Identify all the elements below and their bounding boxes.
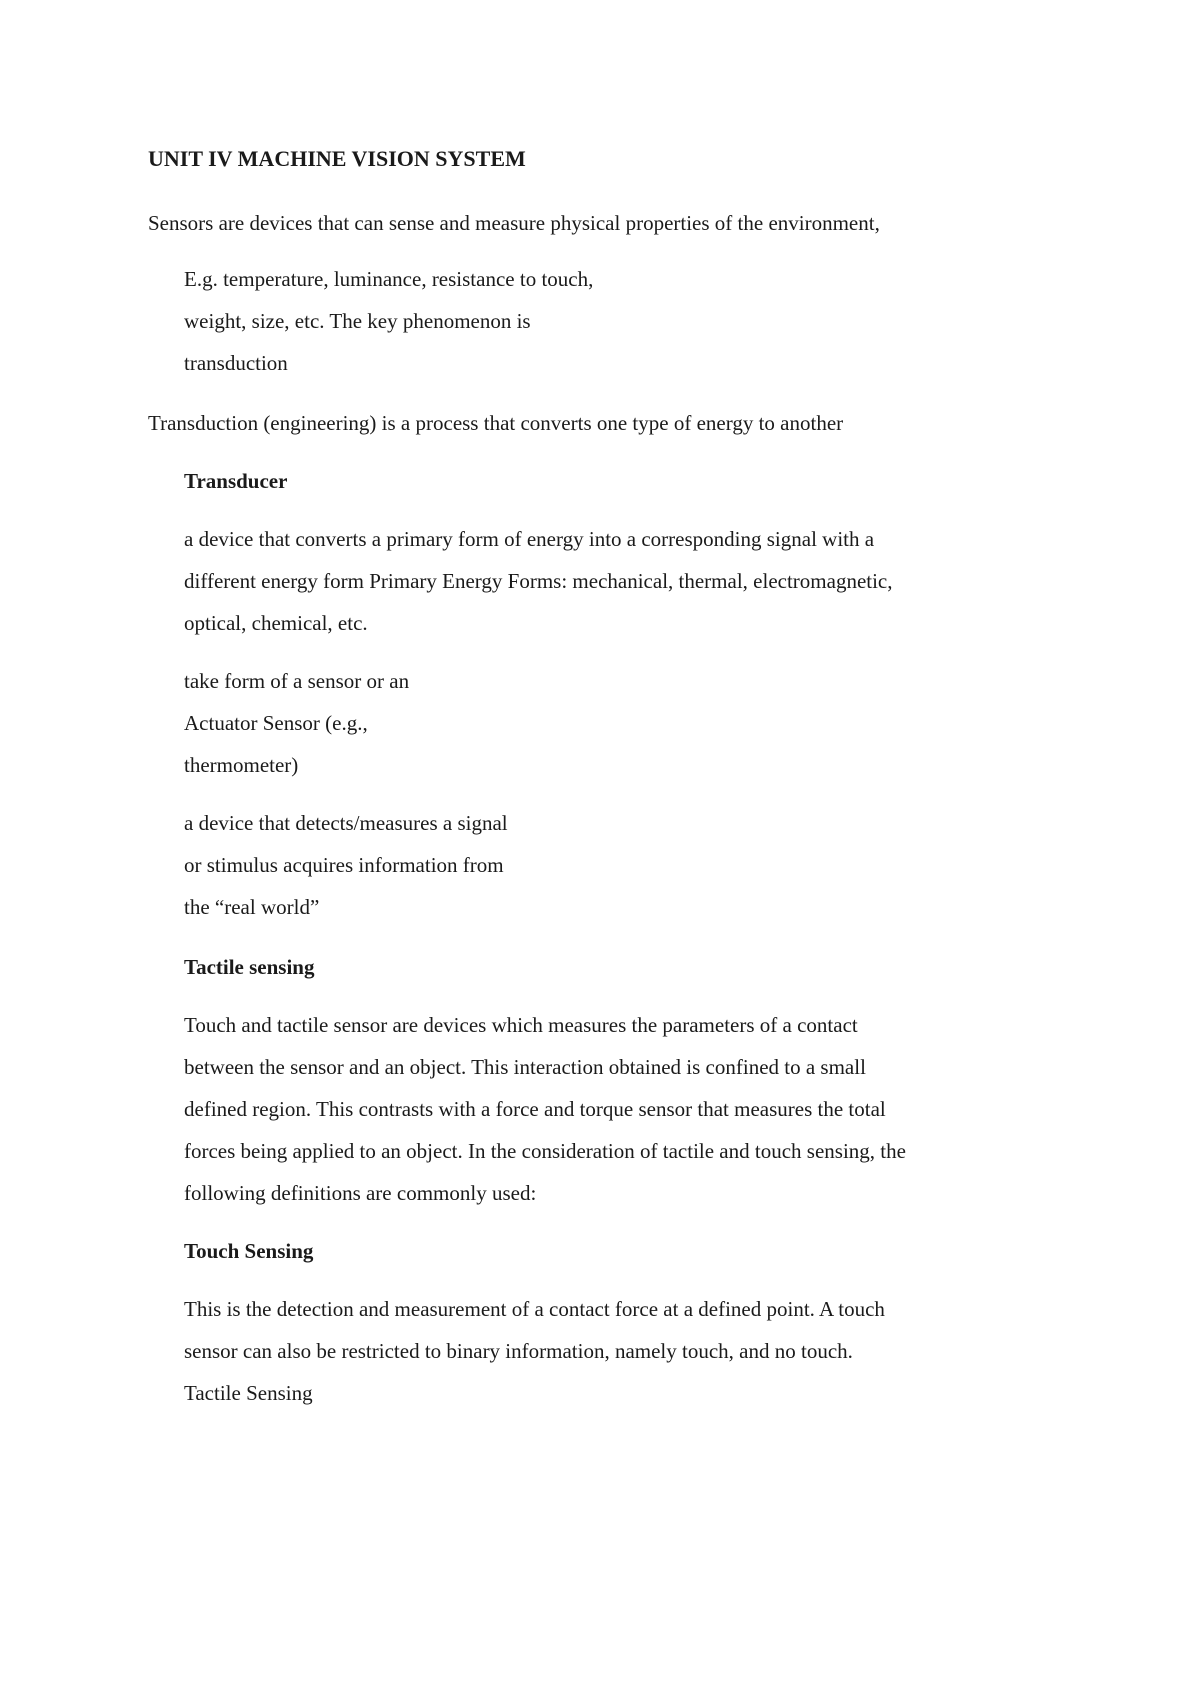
transducer-form-line: take form of a sensor or an [184,669,410,693]
touch-heading: Touch Sensing [184,1239,314,1263]
tactile-paragraph-line: forces being applied to an object. In the consideration of tactile and touch sensing, the [184,1139,906,1163]
tactile-heading: Tactile sensing [184,955,315,979]
document-title: UNIT IV MACHINE VISION SYSTEM [148,146,526,171]
transducer-form-line: Actuator Sensor (e.g., [184,711,368,735]
transduction-definition: Transduction (engineering) is a process that converts one type of energy to another [148,411,844,435]
transducer-form-line: thermometer) [184,753,299,777]
example-line: E.g. temperature, luminance, resistance to touch, [184,267,594,291]
tactile-paragraph-line: defined region. This contrasts with a force and torque sensor that measures the total [184,1097,886,1121]
sensor-definition-line: a device that detects/measures a signal [184,811,508,835]
transducer-paragraph-line: different energy form Primary Energy Forms: mechanical, thermal, electromagnetic, [184,569,893,593]
touch-paragraph-line: This is the detection and measurement of a contact force at a defined point. A touch [184,1297,885,1321]
tactile-paragraph-line: following definitions are commonly used: [184,1181,537,1205]
touch-paragraph-line: sensor can also be restricted to binary information, namely touch, and no touch. [184,1339,853,1363]
tactile-paragraph-line: Touch and tactile sensor are devices which measures the parameters of a contact [184,1013,858,1037]
touch-paragraph-line: Tactile Sensing [184,1381,313,1405]
transducer-heading: Transducer [184,469,288,493]
example-line: transduction [184,351,288,375]
sensor-definition-line: or stimulus acquires information from [184,853,504,877]
tactile-paragraph-line: between the sensor and an object. This interaction obtained is confined to a small [184,1055,866,1079]
sensor-definition-line: the “real world” [184,895,320,919]
intro-paragraph: Sensors are devices that can sense and measure physical properties of the environment, [148,211,880,235]
example-line: weight, size, etc. The key phenomenon is [184,309,531,333]
transducer-paragraph-line: a device that converts a primary form of energy into a corresponding signal with a [184,527,875,551]
transducer-paragraph-line: optical, chemical, etc. [184,611,368,635]
